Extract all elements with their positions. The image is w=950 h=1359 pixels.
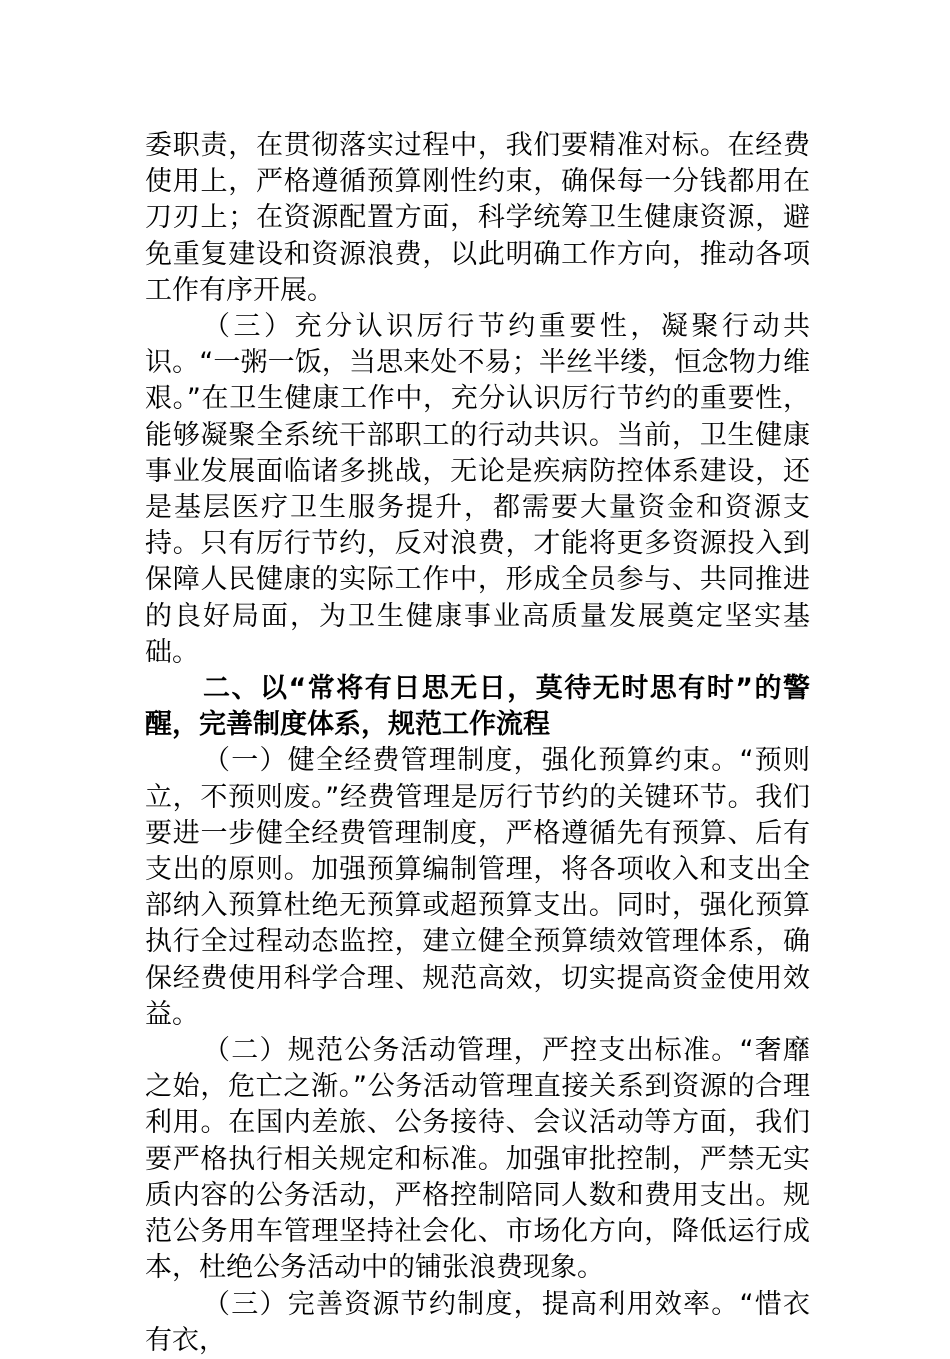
paragraph-section-2-1: （一）健全经费管理制度，强化预算约束。“预则立，不预则废。”经费管理是厉行节约的关键环节。我们要进一步健全经费管理制度，严格遵循先有预算、后有支出的原则。加强预算编制管理，将各项收入和支出全部纳入预算杜绝无预算或超预算支出。同时，强化预算执行全过程动态监控，建立健全预算绩效管理体系，确保经费使用科学合理、规范高效，切实提高资金使用效益。 [145, 745, 810, 1030]
section-heading-2: 二、以“常将有日思无日，莫待无时思有时”的警醒，完善制度体系，规范工作流程 [145, 673, 810, 741]
document-body [145, 128, 810, 1359]
paragraph-continuation: 委职责，在贯彻落实过程中，我们要精准对标。在经费使用上，严格遵循预算刚性约束，确保每一分钱都用在刀刃上；在资源配置方面，科学统筹卫生健康资源，避免重复建设和资源浪费，以此明确工作方向，推动各项工作有序开展。 [145, 130, 810, 306]
paragraph-section-1-3: （三）充分认识厉行节约重要性，凝聚行动共识。“一粥一饭，当思来处不易；半丝半缕，恒念物力维艰。”在卫生健康工作中，充分认识厉行节约的重要性，能够凝聚全系统干部职工的行动共识。当前，卫生健康事业发展面临诸多挑战，无论是疾病防控体系建设，还是基层医疗卫生服务提升，都需要大量资金和资源支持。只有厉行节约，反对浪费，才能将更多资源投入到保障人民健康的实际工作中，形成全员参与、共同推进的良好局面，为卫生健康事业高质量发展奠定坚实基础。 [145, 311, 810, 668]
paragraph-section-2-3: （三）完善资源节约制度，提高利用效率。“惜衣有衣， [145, 1288, 810, 1356]
paragraph-section-2-2: （二）规范公务活动管理，严控支出标准。“奢靡之始，危亡之渐。”公务活动管理直接关系到资源的合理利用。在国内差旅、公务接待、会议活动等方面，我们要严格执行相关规定和标准。加强审批控制，严禁无实质内容的公务活动，严格控制陪同人数和费用支出。规范公务用车管理坚持社会化、市场化方向，降低运行成本，杜绝公务活动中的铺张浪费现象。 [145, 1035, 810, 1284]
